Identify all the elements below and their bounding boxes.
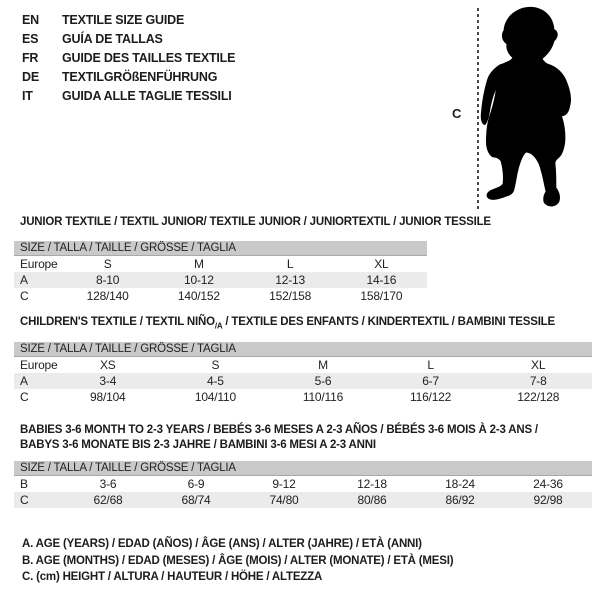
row-label: C bbox=[20, 493, 29, 507]
language-list bbox=[22, 11, 235, 106]
row-label: C bbox=[20, 390, 29, 405]
babies-title-line1: BABIES 3-6 MONTH TO 2-3 YEARS / BEBÉS 3-6 MESES A 2-3 AÑOS / BÉBÉS 3-6 MOIS À 2-3 ANS / bbox=[20, 424, 538, 436]
table-cell: 110/116 bbox=[302, 390, 344, 405]
language-label: TEXTILE SIZE GUIDE bbox=[62, 13, 185, 27]
table-cell: 68/74 bbox=[181, 493, 211, 507]
table-cell: 6-9 bbox=[187, 477, 205, 491]
row-label: C bbox=[20, 289, 29, 303]
table-cell: XL bbox=[374, 257, 389, 271]
legend-line-a: A. AGE (YEARS) / EDAD (AÑOS) / ÂGE (ANS) / ALTER (JAHRE) / ETÀ (ANNI) bbox=[22, 538, 422, 550]
junior-size-table bbox=[14, 241, 427, 304]
table-cell: L bbox=[286, 257, 294, 271]
babies-title-line2: BABYS 3-6 MONATE BIS 2-3 JAHRE / BAMBINI 3-6 MESI A 2-3 ANNI bbox=[20, 439, 376, 451]
language-code: FR bbox=[22, 51, 39, 65]
height-figure bbox=[440, 0, 600, 215]
table-row bbox=[14, 272, 427, 288]
language-code: IT bbox=[22, 89, 33, 103]
children-section-title bbox=[14, 315, 592, 333]
junior-section-title: JUNIOR TEXTILE / TEXTIL JUNIOR/ TEXTILE JUNIOR / JUNIORTEXTIL / JUNIOR TESSILE bbox=[20, 216, 491, 228]
row-label: Europe bbox=[20, 358, 58, 373]
table-cell: 6-7 bbox=[422, 374, 439, 389]
table-cell: 140/152 bbox=[177, 289, 220, 303]
table-cell: 7-8 bbox=[529, 374, 547, 389]
table-cell: 128/140 bbox=[86, 289, 129, 303]
language-row bbox=[22, 11, 235, 30]
table-cell: 4-5 bbox=[207, 374, 224, 389]
language-row bbox=[22, 68, 235, 87]
children-title-prefix: CHILDREN'S TEXTILE / TEXTIL NIÑO bbox=[20, 316, 215, 328]
table-row bbox=[14, 389, 592, 405]
table-cell: 92/98 bbox=[533, 493, 563, 507]
table-cell: 3-4 bbox=[99, 374, 117, 389]
table-row bbox=[14, 492, 592, 508]
table-row bbox=[14, 373, 592, 389]
size-header-label: SIZE / TALLA / TAILLE / GRÖSSE / TAGLIA bbox=[14, 461, 592, 476]
row-label: B bbox=[20, 477, 28, 491]
table-cell: L bbox=[427, 358, 434, 373]
table-cell: 8-10 bbox=[96, 273, 120, 287]
babies-section-title bbox=[14, 423, 592, 453]
table-cell: 14-16 bbox=[366, 273, 397, 287]
language-row bbox=[22, 87, 235, 106]
language-label: GUIDA ALLE TAGLIE TESSILI bbox=[62, 89, 232, 103]
row-label: A bbox=[20, 374, 28, 389]
size-header-row bbox=[14, 461, 592, 476]
table-cell: 24-36 bbox=[533, 477, 563, 491]
size-header-row bbox=[14, 342, 592, 357]
size-header-label: SIZE / TALLA / TAILLE / GRÖSSE / TAGLIA bbox=[14, 342, 592, 357]
table-row bbox=[14, 476, 592, 493]
language-label: TEXTILGRÖßENFÜHRUNG bbox=[62, 70, 218, 84]
children-section bbox=[14, 315, 592, 405]
height-measure-label: C bbox=[452, 106, 462, 121]
size-header-row bbox=[14, 241, 427, 256]
table-cell: 12-13 bbox=[275, 273, 305, 287]
language-code: EN bbox=[22, 13, 39, 27]
language-row bbox=[22, 30, 235, 49]
table-cell: 5-6 bbox=[314, 374, 332, 389]
legend-line-b: B. AGE (MONTHS) / EDAD (MESES) / ÂGE (MOIS) / ALTER (MONATE) / ETÀ (MESI) bbox=[22, 554, 454, 567]
language-code: DE bbox=[22, 70, 39, 84]
measurement-legend bbox=[22, 536, 453, 586]
table-cell: 12-18 bbox=[357, 477, 387, 491]
table-cell: 80/86 bbox=[357, 493, 387, 507]
table-cell: 98/104 bbox=[90, 390, 126, 405]
legend-line-c: C. (cm) HEIGHT / ALTURA / HAUTEUR / HÖHE / ALTEZZA bbox=[22, 571, 323, 583]
children-title-sub: /A bbox=[214, 321, 223, 331]
language-label: GUÍA DE TALLAS bbox=[62, 32, 163, 46]
table-cell: 152/158 bbox=[269, 289, 312, 303]
table-row bbox=[14, 357, 592, 374]
junior-section bbox=[14, 215, 491, 304]
table-cell: 74/80 bbox=[269, 493, 299, 507]
table-cell: 3-6 bbox=[99, 477, 117, 491]
babies-size-table bbox=[14, 461, 592, 508]
table-cell: 10-12 bbox=[184, 273, 214, 287]
toddler-silhouette-icon bbox=[468, 4, 588, 214]
babies-section bbox=[14, 423, 592, 508]
children-title-suffix: / TEXTILE DES ENFANTS / KINDERTEXTIL / BAMBINI TESSILE bbox=[222, 316, 555, 328]
size-header-label: SIZE / TALLA / TAILLE / GRÖSSE / TAGLIA bbox=[14, 241, 427, 256]
children-size-table bbox=[14, 342, 592, 405]
table-cell: 104/110 bbox=[194, 390, 236, 405]
table-cell: M bbox=[193, 257, 204, 271]
language-label: GUIDE DES TAILLES TEXTILE bbox=[62, 51, 236, 65]
table-cell: 9-12 bbox=[272, 477, 296, 491]
table-cell: S bbox=[211, 358, 220, 373]
table-cell: XS bbox=[99, 358, 116, 373]
language-code: ES bbox=[22, 32, 39, 46]
table-cell: 116/122 bbox=[410, 390, 452, 405]
table-cell: 62/68 bbox=[93, 493, 123, 507]
table-cell: XL bbox=[531, 358, 546, 373]
table-row bbox=[14, 288, 427, 304]
row-label: Europe bbox=[20, 257, 58, 271]
language-row bbox=[22, 49, 235, 68]
table-cell: 158/170 bbox=[360, 289, 403, 303]
table-cell: S bbox=[103, 257, 112, 271]
table-cell: 86/92 bbox=[445, 493, 475, 507]
table-row bbox=[14, 256, 427, 273]
table-cell: 122/128 bbox=[517, 390, 560, 405]
table-cell: M bbox=[318, 358, 328, 373]
row-label: A bbox=[20, 273, 28, 287]
table-cell: 18-24 bbox=[445, 477, 475, 491]
